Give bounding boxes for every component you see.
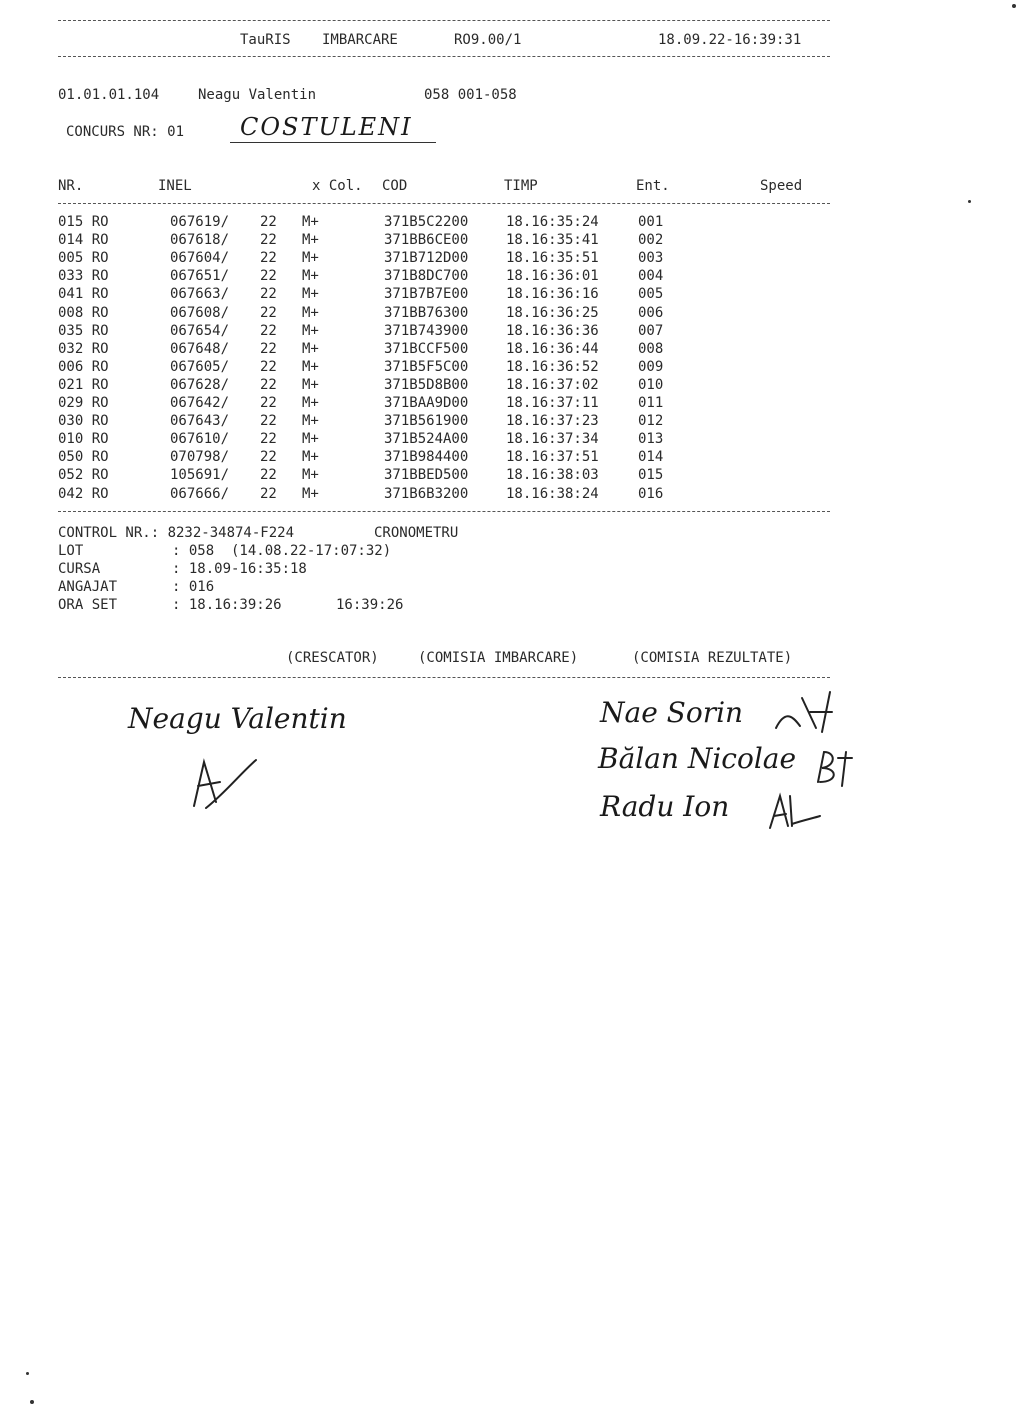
cell-ent: 009 <box>638 358 664 375</box>
cell-timp: 18.16:36:16 <box>506 286 599 303</box>
scan-speck <box>26 1372 29 1375</box>
cell-col: M+ <box>302 322 319 339</box>
cell-inel: 067648/ <box>170 340 230 357</box>
cell-nr: 006 RO <box>58 358 109 375</box>
cell-nr: 014 RO <box>58 232 109 249</box>
table-row <box>58 305 828 323</box>
cell-col: M+ <box>302 413 319 430</box>
signature-right-3: Radu Ion <box>600 790 730 823</box>
cell-timp: 18.16:36:01 <box>506 268 599 285</box>
cell-col: M+ <box>302 232 319 249</box>
ora-set-label: ORA SET <box>58 597 118 613</box>
angajat-value: : 016 <box>172 579 215 595</box>
cell-nr: 052 RO <box>58 467 109 484</box>
cell-timp: 18.16:36:44 <box>506 340 599 357</box>
table-row <box>58 431 828 449</box>
cell-col: M+ <box>302 340 319 357</box>
signature-right-2: Bălan Nicolae <box>598 742 797 775</box>
contest-underline <box>230 142 436 143</box>
cell-ent: 007 <box>638 322 664 339</box>
cell-year: 22 <box>260 322 277 339</box>
cell-col: M+ <box>302 358 319 375</box>
signature-right-3-mark <box>764 790 824 834</box>
cell-nr: 041 RO <box>58 286 109 303</box>
cell-year: 22 <box>260 358 277 375</box>
cell-col: M+ <box>302 467 319 484</box>
cell-year: 22 <box>260 431 277 448</box>
scan-speck <box>1012 4 1016 8</box>
cell-year: 22 <box>260 395 277 411</box>
cell-year: 22 <box>260 467 277 484</box>
cell-timp: 18.16:36:52 <box>506 358 599 375</box>
cell-cod: 371B743900 <box>384 322 469 339</box>
cell-timp: 18.16:38:03 <box>506 467 599 484</box>
cell-nr: 032 RO <box>58 340 109 357</box>
cell-nr: 035 RO <box>58 322 109 339</box>
cell-nr: 005 RO <box>58 250 109 267</box>
table-row <box>58 250 828 268</box>
sig-comisia-rezultate-label: (COMISIA REZULTATE) <box>632 650 793 666</box>
signature-right-1-mark <box>772 688 842 738</box>
system-name: TauRIS <box>240 32 291 48</box>
cell-year: 22 <box>260 376 277 393</box>
cell-ent: 004 <box>638 268 664 285</box>
cell-col: M+ <box>302 286 319 303</box>
cell-col: M+ <box>302 431 319 448</box>
lot-value: : 058 (14.08.22-17:07:32) <box>172 543 392 559</box>
header-rule <box>58 203 830 204</box>
cell-timp: 18.16:37:11 <box>506 395 599 411</box>
cell-cod: 371BCCF500 <box>384 340 469 357</box>
table-row <box>58 323 828 341</box>
fancier-range: 058 001-058 <box>424 87 517 103</box>
cell-ent: 013 <box>638 431 664 448</box>
sig-comisia-imbarcare-label: (COMISIA IMBARCARE) <box>418 650 579 666</box>
col-speed: Speed <box>760 178 803 194</box>
cell-col: M+ <box>302 485 319 502</box>
signature-left-mark <box>186 752 266 812</box>
cell-ent: 010 <box>638 376 664 393</box>
cell-cod: 371B5F5C00 <box>384 358 469 375</box>
cell-nr: 033 RO <box>58 268 109 285</box>
cell-inel: 067628/ <box>170 376 230 393</box>
cell-nr: 042 RO <box>58 485 109 502</box>
col-cod: COD <box>382 178 408 194</box>
cell-year: 22 <box>260 340 277 357</box>
cell-timp: 18.16:36:25 <box>506 304 599 321</box>
cell-ent: 015 <box>638 467 664 484</box>
cell-inel: 067654/ <box>170 322 230 339</box>
cell-col: M+ <box>302 449 319 466</box>
cell-nr: 021 RO <box>58 376 109 393</box>
cell-inel: 067604/ <box>170 250 230 267</box>
contest-label: CONCURS NR: 01 <box>66 124 185 140</box>
control-number: CONTROL NR.: 8232-34874-F224 <box>58 525 295 541</box>
cell-ent: 008 <box>638 340 664 357</box>
fancier-id: 01.01.01.104 <box>58 87 160 103</box>
cell-inel: 067651/ <box>170 268 230 285</box>
cronometru-label: CRONOMETRU <box>374 525 459 541</box>
cell-year: 22 <box>260 232 277 249</box>
cell-year: 22 <box>260 268 277 285</box>
cell-nr: 029 RO <box>58 395 109 411</box>
cell-nr: 010 RO <box>58 431 109 448</box>
cell-cod: 371B5D8B00 <box>384 376 469 393</box>
cell-col: M+ <box>302 214 319 230</box>
cell-inel: 067610/ <box>170 431 230 448</box>
signature-right-1: Nae Sorin <box>600 696 744 729</box>
cursa-label: CURSA <box>58 561 101 577</box>
cell-col: M+ <box>302 268 319 285</box>
report-datetime: 18.09.22-16:39:31 <box>658 32 802 48</box>
table-row <box>58 286 828 304</box>
cell-ent: 006 <box>638 304 664 321</box>
top-rule-1 <box>58 20 830 21</box>
table-row <box>58 232 828 250</box>
cell-inel: 067666/ <box>170 485 230 502</box>
cell-ent: 011 <box>638 395 664 411</box>
cell-ent: 002 <box>638 232 664 249</box>
signature-rule <box>58 677 830 678</box>
cell-inel: 067605/ <box>170 358 230 375</box>
cell-inel: 067663/ <box>170 286 230 303</box>
table-row <box>58 449 828 467</box>
cell-nr: 050 RO <box>58 449 109 466</box>
cell-col: M+ <box>302 250 319 267</box>
cell-ent: 012 <box>638 413 664 430</box>
cell-year: 22 <box>260 250 277 267</box>
col-inel: INEL <box>158 178 192 194</box>
cell-year: 22 <box>260 413 277 430</box>
cell-timp: 18.16:37:34 <box>506 431 599 448</box>
cell-cod: 371B6B3200 <box>384 485 469 502</box>
table-row <box>58 341 828 359</box>
signature-left-name: Neagu Valentin <box>128 702 347 735</box>
report-title: IMBARCARE <box>322 32 398 48</box>
table-row <box>58 486 828 504</box>
cell-ent: 016 <box>638 485 664 502</box>
cursa-value: : 18.09-16:35:18 <box>172 561 307 577</box>
col-x-col: x Col. <box>312 178 363 194</box>
cell-ent: 014 <box>638 449 664 466</box>
cell-cod: 371BBED500 <box>384 467 469 484</box>
cell-inel: 105691/ <box>170 467 230 484</box>
cell-cod: 371B984400 <box>384 449 469 466</box>
cell-inel: 070798/ <box>170 449 230 466</box>
cell-col: M+ <box>302 304 319 321</box>
cell-timp: 18.16:35:24 <box>506 214 599 230</box>
cell-timp: 18.16:35:51 <box>506 250 599 267</box>
col-timp: TIMP <box>504 178 538 194</box>
cell-timp: 18.16:35:41 <box>506 232 599 249</box>
cell-timp: 18.16:36:36 <box>506 322 599 339</box>
cell-cod: 371B5C2200 <box>384 214 469 230</box>
cell-timp: 18.16:37:51 <box>506 449 599 466</box>
cell-nr: 008 RO <box>58 304 109 321</box>
table-row <box>58 359 828 377</box>
ora-set-extra: 16:39:26 <box>336 597 404 613</box>
table-row <box>58 268 828 286</box>
angajat-label: ANGAJAT <box>58 579 118 595</box>
cell-cod: 371BB76300 <box>384 304 469 321</box>
table-row <box>58 377 828 395</box>
cell-col: M+ <box>302 395 319 411</box>
cell-year: 22 <box>260 485 277 502</box>
cell-inel: 067608/ <box>170 304 230 321</box>
cell-nr: 030 RO <box>58 413 109 430</box>
cell-year: 22 <box>260 214 277 230</box>
signature-right-2-mark <box>812 746 862 790</box>
cell-cod: 371B7B7E00 <box>384 286 469 303</box>
cell-timp: 18.16:37:23 <box>506 413 599 430</box>
cell-inel: 067642/ <box>170 395 230 411</box>
scan-speck <box>968 200 971 203</box>
table-row <box>58 413 828 431</box>
table-row <box>58 395 828 413</box>
cell-year: 22 <box>260 449 277 466</box>
cell-timp: 18.16:37:02 <box>506 376 599 393</box>
cell-inel: 067619/ <box>170 214 230 230</box>
cell-inel: 067618/ <box>170 232 230 249</box>
cell-timp: 18.16:38:24 <box>506 485 599 502</box>
cell-cod: 371B524A00 <box>384 431 469 448</box>
ora-set-value: : 18.16:39:26 <box>172 597 282 613</box>
lot-label: LOT <box>58 543 84 559</box>
cell-cod: 371B561900 <box>384 413 469 430</box>
scan-speck <box>30 1400 34 1404</box>
cell-cod: 371BB6CE00 <box>384 232 469 249</box>
sig-crescator-label: (CRESCATOR) <box>286 650 379 666</box>
cell-ent: 001 <box>638 214 664 230</box>
report-code: RO9.00/1 <box>454 32 522 48</box>
cell-ent: 005 <box>638 286 664 303</box>
cell-ent: 003 <box>638 250 664 267</box>
cell-col: M+ <box>302 376 319 393</box>
table-bottom-rule <box>58 511 830 512</box>
fancier-name: Neagu Valentin <box>198 87 317 103</box>
cell-year: 22 <box>260 304 277 321</box>
table-row <box>58 467 828 485</box>
table-row <box>58 214 828 232</box>
cell-nr: 015 RO <box>58 214 109 230</box>
top-rule-2 <box>58 56 830 57</box>
cell-year: 22 <box>260 286 277 303</box>
cell-cod: 371B8DC700 <box>384 268 469 285</box>
cell-cod: 371B712D00 <box>384 250 469 267</box>
cell-cod: 371BAA9D00 <box>384 395 469 411</box>
col-nr: NR. <box>58 178 84 194</box>
col-ent: Ent. <box>636 178 670 194</box>
cell-inel: 067643/ <box>170 413 230 430</box>
contest-handwritten-name: COSTULENI <box>240 113 413 141</box>
